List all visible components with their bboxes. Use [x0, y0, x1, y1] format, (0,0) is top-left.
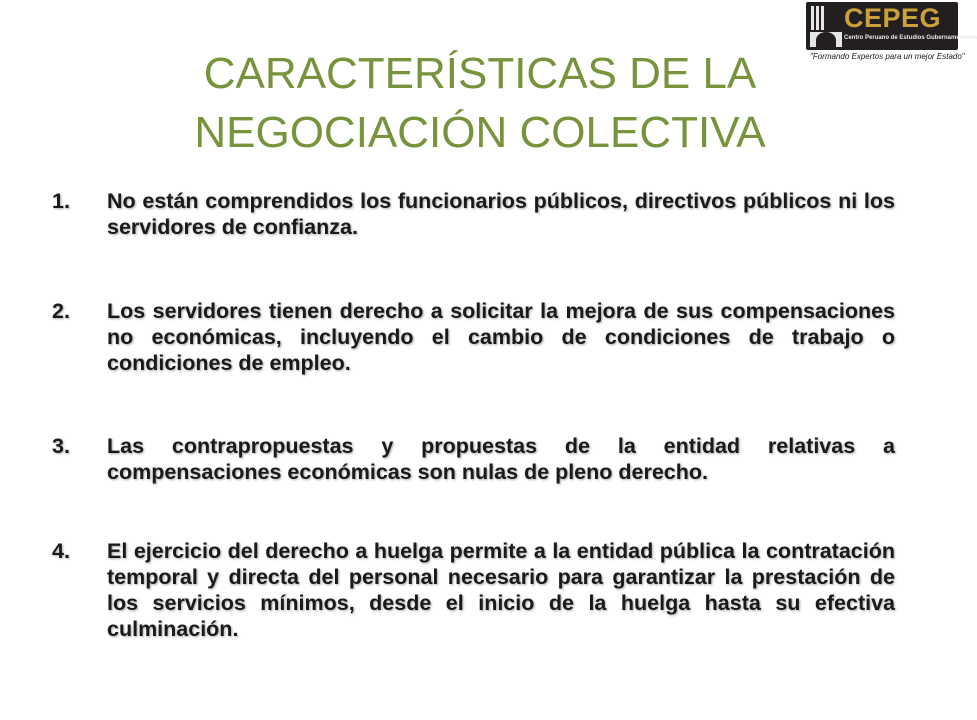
logo-name: CEPEG	[844, 3, 942, 33]
logo-subtitle: Centro Peruano de Estudios Gubernamentales	[844, 35, 977, 41]
logo-badge	[806, 2, 977, 50]
title-line-1: CARACTERÍSTICAS DE LA	[203, 49, 757, 98]
item-number: 3.	[52, 434, 70, 458]
item-text: Las contrapropuestas y propuestas de la entidad relativas a compensaciones económicas son nulas de pleno derecho.	[107, 434, 895, 484]
item-number: 4.	[52, 539, 70, 563]
item-text: Los servidores tienen derecho a solicitar la mejora de sus compensaciones no económicas, incluyendo el cambio de condiciones de trabajo o condiciones de empleo.	[107, 299, 895, 375]
item-text: El ejercicio del derecho a huelga permite a la entidad pública la contratación temporal y directa del personal necesario para garantizar la prestación de los servicios mínimos, desde el inicio de la huelga hasta su efectiva culminación.	[107, 539, 895, 641]
slide-title	[0, 44, 965, 162]
item-number: 1.	[52, 189, 70, 213]
building-columns-icon	[809, 4, 843, 48]
logo-tagline: "Formando Expertos para un mejor Estado"	[810, 52, 965, 61]
title-line-2: NEGOCIACIÓN COLECTIVA	[194, 108, 766, 157]
item-text: No están comprendidos los funcionarios públicos, directivos públicos ni los servidores de confianza.	[107, 189, 895, 239]
item-number: 2.	[52, 299, 70, 323]
